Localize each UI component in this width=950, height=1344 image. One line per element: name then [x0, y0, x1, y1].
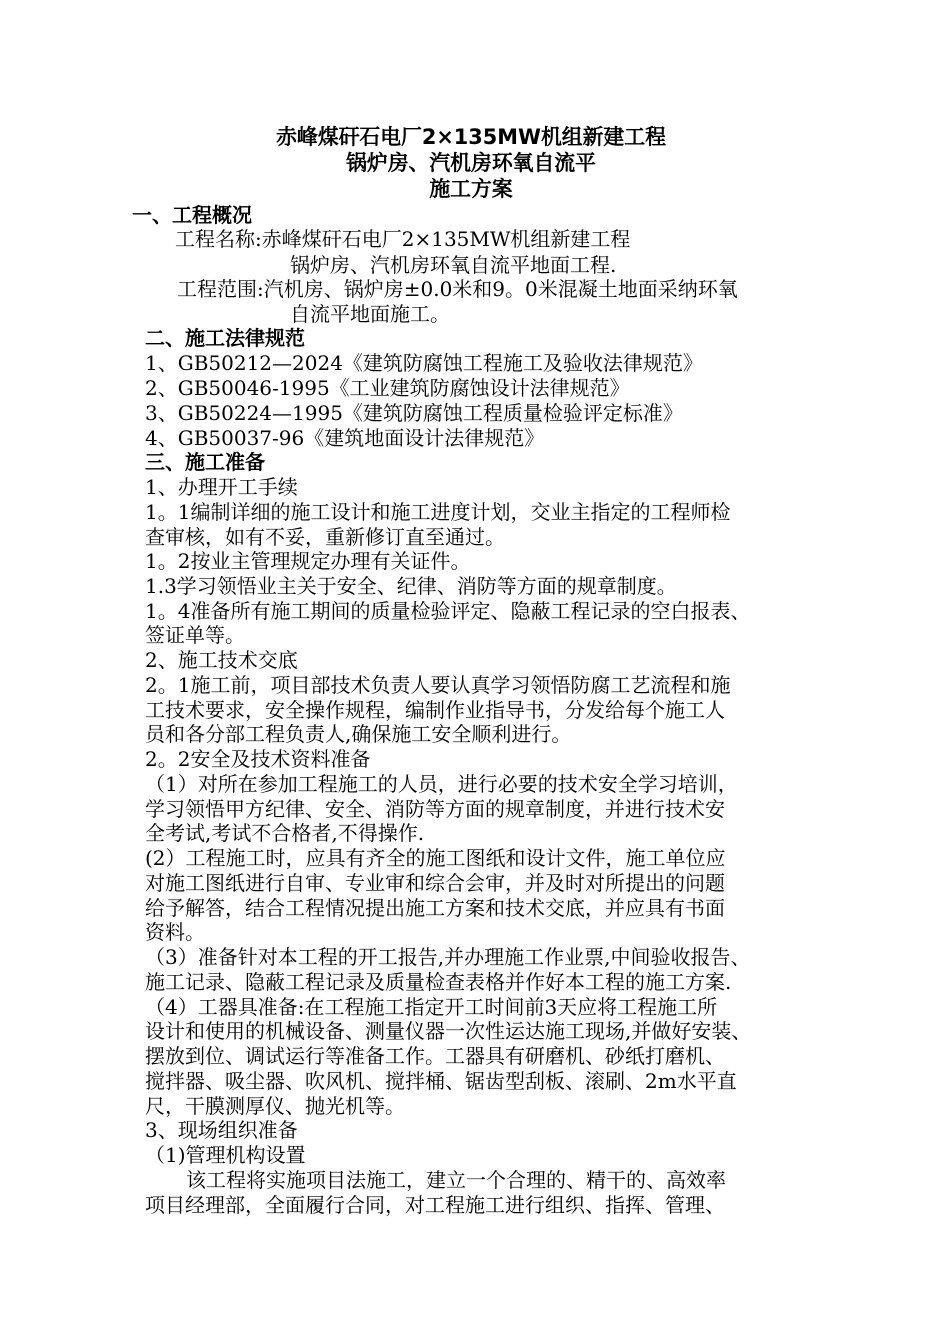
project-name-line-1: 工程名称:赤峰煤矸石电厂2×135MW机组新建工程: [175, 227, 631, 251]
body-line: 对施工图纸进行自审、专业审和综合会审，并及时对所提出的问题: [145, 871, 725, 895]
document-title-line-1: 赤峰煤矸石电厂2×135MW机组新建工程: [276, 125, 666, 149]
body-line: 2、施工技术交底: [145, 648, 298, 672]
body-line: 全考试,考试不合格者,不得操作.: [145, 821, 425, 845]
project-scope-line-1: 工程范围:汽机房、锅炉房±0.0米和9。0米混凝土地面采纳环氧: [177, 277, 738, 301]
body-line: 3、现场组织准备: [145, 1118, 298, 1142]
code-item: 4、GB50037-96《建筑地面设计法律规范》: [145, 426, 545, 450]
body-line: 签证单等。: [145, 623, 245, 647]
body-line: 尺，干膜测厚仪、抛光机等。: [145, 1094, 405, 1118]
project-name-line-2: 锅炉房、汽机房环氧自流平地面工程.: [290, 253, 617, 277]
body-line: 设计和使用的机械设备、测量仪器一次性运达施工现场,并做好安装、: [145, 1019, 752, 1043]
body-line: 2。2安全及技术资料准备: [145, 747, 371, 771]
section-heading-preparation: 三、施工准备: [145, 450, 265, 474]
body-line: 1。2按业主管理规定办理有关证件。: [145, 549, 471, 573]
body-line: 该工程将实施项目法施工，建立一个合理的、精干的、高效率: [186, 1168, 726, 1192]
project-scope-line-2: 自流平地面施工。: [290, 302, 450, 326]
body-line: 1、办理开工手续: [145, 475, 298, 499]
body-line: 资料。: [145, 920, 205, 944]
body-line: （1）对所在参加工程施工的人员，进行必要的技术安全学习培训，: [145, 772, 738, 796]
document-title-line-2: 锅炉房、汽机房环氧自流平: [346, 151, 596, 175]
body-line: 1.3学习领悟业主关于安全、纪律、消防等方面的规章制度。: [145, 574, 677, 598]
body-line: （3）准备针对本工程的开工报告,并办理施工作业票,中间验收报告、: [145, 945, 751, 969]
body-line: (2）工程施工时，应具有齐全的施工图纸和设计文件，施工单位应: [145, 846, 726, 870]
body-line: 摆放到位、调试运行等准备工作。工器具有研磨机、砂纸打磨机、: [145, 1044, 725, 1068]
body-line: 查审核，如有不妥，重新修订直至通过。: [145, 525, 505, 549]
document-title-line-3: 施工方案: [429, 177, 513, 201]
code-item: 2、GB50046-1995《工业建筑防腐蚀设计法律规范》: [145, 376, 630, 400]
body-line: 给予解答，结合工程情况提出施工方案和技术交底，并应具有书面: [145, 896, 725, 920]
body-line: 2。1施工前，项目部技术负责人要认真学习领悟防腐工艺流程和施: [145, 673, 731, 697]
code-item: 1、GB50212—2024《建筑防腐蚀工程施工及验收法律规范》: [145, 351, 703, 375]
body-line: 项目经理部，全面履行合同，对工程施工进行组织、指挥、管理、: [145, 1193, 725, 1217]
body-line: 学习领悟甲方纪律、安全、消防等方面的规章制度，并进行技术安: [145, 797, 725, 821]
body-line: 1。4准备所有施工期间的质量检验评定、隐蔽工程记录的空白报表、: [145, 599, 751, 623]
body-line: 员和各分部工程负责人,确保施工安全顺利进行。: [145, 722, 572, 746]
body-line: （1)管理机构设置: [145, 1143, 306, 1167]
section-heading-codes: 二、施工法律规范: [145, 326, 305, 350]
body-line: 搅拌器、吸尘器、吹风机、搅拌桶、锯齿型刮板、滚刷、2m水平直: [145, 1069, 737, 1093]
body-line: 1。1编制详细的施工设计和施工进度计划，交业主指定的工程师检: [145, 500, 731, 524]
body-line: 工技术要求，安全操作规程，编制作业指导书，分发给每个施工人: [145, 698, 725, 722]
body-line: 施工记录、隐蔽工程记录及质量检查表格并作好本工程的施工方案.: [145, 970, 732, 994]
section-heading-overview: 一、工程概况: [132, 203, 252, 227]
body-line: （4）工器具准备:在工程施工指定开工时间前3天应将工程施工所: [145, 995, 718, 1019]
code-item: 3、GB50224—1995《建筑防腐蚀工程质量检验评定标准》: [145, 401, 683, 425]
